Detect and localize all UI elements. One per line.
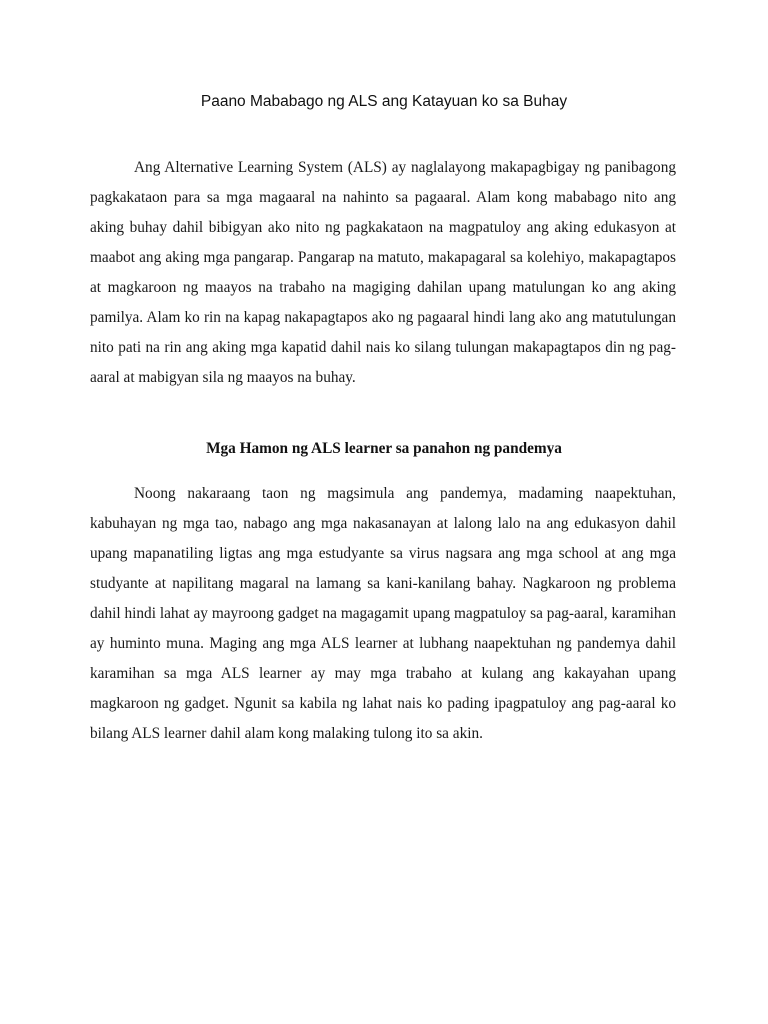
document-title: Paano Mababago ng ALS ang Katayuan ko sa Buhay [200, 93, 568, 110]
paragraph-challenges: Noong nakaraang taon ng magsimula ang pandemya, madaming naapektuhan, kabuhayan ng mga tao, nabago ang mga nakasanayan at lalong lalo na ang edukasyon dahil upang mapanatiling ligtas ang mga estudyante sa virus nagsara ang mga school at ang mga studyante at napilitang magaral na lamang sa kani-kanilang bahay. Nagkaroon ng problema dahil hindi lahat ay mayroong gadget na magagamit upang magpatuloy sa pag-aaral, karamihan ay huminto muna. Maging ang mga ALS learner at lubhang naapektuhan ng pandemya dahil karamihan sa mga ALS learner ay may mga trabaho at kulang ang kakayahan upang magkaroon ng gadget. Ngunit sa kabila ng lahat nais ko pading ipagpatuloy ang pag-aaral ko bilang ALS learner dahil alam kong malaking tulong ito sa akin. [90, 485, 676, 742]
section-heading: Mga Hamon ng ALS learner sa panahon ng pandemya [206, 440, 562, 457]
paragraph-intro: Ang Alternative Learning System (ALS) ay naglalayong makapagbigay ng panibagong pagkakataon para sa mga magaaral na nahinto sa pagaaral. Alam kong mababago nito ang aking buhay dahil bibigyan ako nito ng pagkakataon na magpatuloy ang aking edukasyon at maabot ang aking mga pangarap. Pangarap na matuto, makapagaral sa kolehiyo, makapagtapos at magkaroon ng maayos na trabaho na magiging dahilan upang matulungan ko ang aking pamilya. Alam ko rin na kapag nakapagtapos ako ng pagaaral hindi lang ako ang matutulungan nito pati na rin ang aking mga kapatid dahil nais ko silang tulungan makapagtapos din ng pag-aaral at mabigyan sila ng maayos na buhay. [90, 159, 676, 386]
